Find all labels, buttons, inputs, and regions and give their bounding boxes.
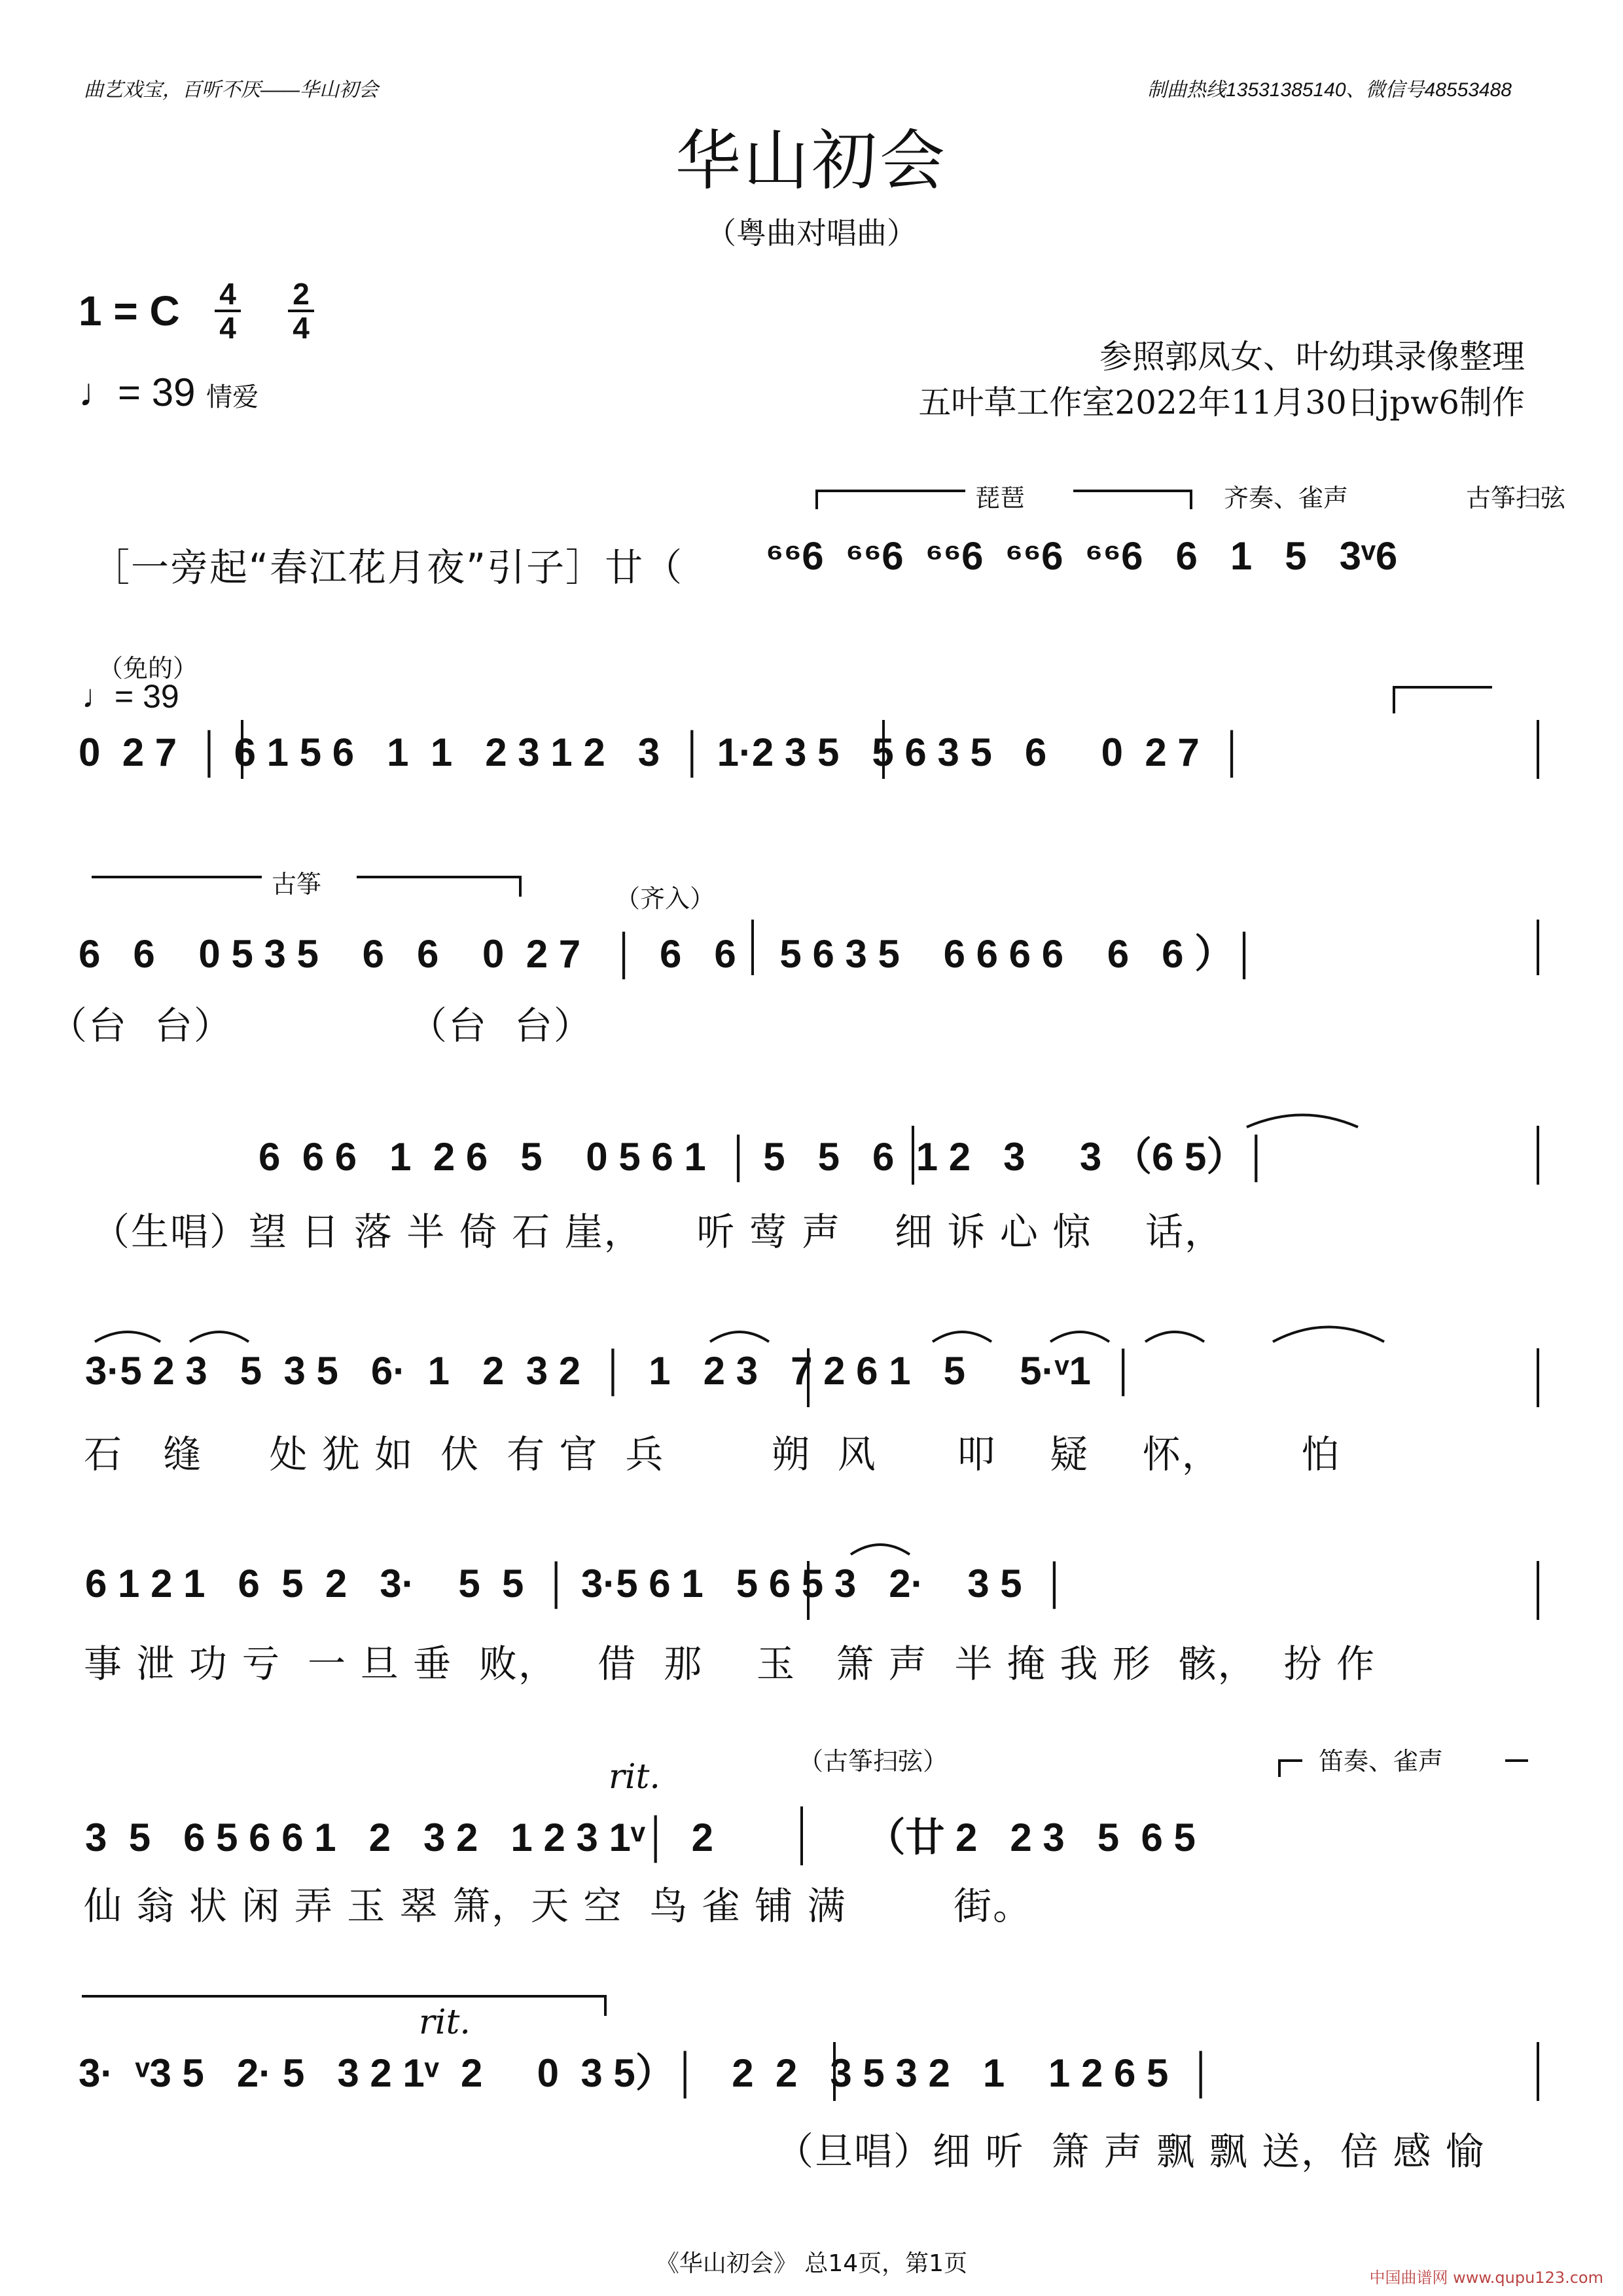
tempo-mood: 情爱 bbox=[206, 382, 259, 412]
page-subtitle: （粤曲对唱曲） bbox=[706, 215, 917, 251]
notes-line: ⁶⁶6 ⁶⁶6 ⁶⁶6 ⁶⁶6 ⁶⁶6 6 1 5 3ᵛ6 bbox=[766, 534, 1398, 578]
annotation-guzheng-sweep-2: （古筝扫弦） bbox=[798, 1747, 948, 1776]
credit-line-2: 五叶草工作室2022年11月30日jpw6制作 bbox=[918, 384, 1525, 422]
annotation-guzheng: 古筝 bbox=[272, 870, 322, 899]
rit-marking: rit. bbox=[419, 2003, 471, 2042]
header-right: 制曲热线13531385140、微信号48553488 bbox=[1147, 79, 1512, 101]
intro-prefix: ［一旁起“春江花月夜”引子］廿（ bbox=[92, 545, 684, 590]
tempo-marking: ♩= 39 情爱 bbox=[79, 370, 259, 414]
annotation-mian: （免的） bbox=[98, 654, 198, 683]
annotation-flute: 笛奏、雀声 bbox=[1319, 1747, 1444, 1776]
key-signature: 1 = C bbox=[79, 287, 180, 334]
quarter-note-icon: ♩ bbox=[82, 678, 115, 715]
annotation-ensemble: 齐奏、雀声 bbox=[1224, 484, 1349, 512]
rit-marking: rit. bbox=[609, 1757, 660, 1797]
percussion-sub-1: （台 台） bbox=[49, 1003, 233, 1048]
notes-line: 0 2 7 │ 6 1 5 6 1 1 2 3 1 2 3 │ 1·2 3 5 5 6 3 5 6 0 2 7 │ bbox=[79, 730, 1246, 774]
notes-line: 6 6 6 1 2 6 5 0 5 6 1 │ 5 5 6 1 2 3 3 （6 5）│ bbox=[259, 1135, 1270, 1179]
credit-line-1: 参照郭凤女、叶幼琪录像整理 bbox=[1099, 338, 1525, 376]
quarter-note-icon: ♩ bbox=[79, 370, 118, 414]
lyrics-line: （生唱）望 日 落 半 倚 石 崖， 听 莺 声 细 诉 心 惊 话， bbox=[92, 1210, 1224, 1254]
notes-line: 3· ᵛ3 5 2· 5 3 2 1ᵛ 2 0 3 5）│ 2 2 3 5 3 2 1 1 2 6 5 │ bbox=[79, 2051, 1215, 2095]
page-title: 华山初会 bbox=[675, 122, 948, 199]
lyrics-line: 石 缝 处 犹 如 伏 有 官 兵 朔 风 叩 疑 怀， 怕 bbox=[84, 1432, 1341, 1477]
lyrics-line: 仙 翁 状 闲 弄 玉 翠 箫，天 空 鸟 雀 铺 满 街。 bbox=[84, 1884, 1033, 1928]
annotation-pipa: 琵琶 bbox=[975, 484, 1026, 512]
header-left: 曲艺戏宝，百听不厌——华山初会 bbox=[84, 79, 378, 101]
tempo-marking-2: ♩= 39 bbox=[82, 678, 179, 715]
annotation-qiru: （齐入） bbox=[615, 884, 715, 913]
time-signature-4-4: 4 4 bbox=[215, 278, 241, 344]
notes-line: 6 1 2 1 6 5 2 3· 5 5 │ 3·5 6 1 5 6 5 3 2· 3 5 │ bbox=[85, 1562, 1069, 1605]
time-signature-2-4: 2 4 bbox=[288, 278, 314, 344]
lyrics-line: 事 泄 功 亏 一 旦 垂 败， 借 那 玉 箫 声 半 掩 我 形 骸， 扮 作 bbox=[84, 1641, 1376, 1686]
watermark-logo: 中国曲谱网 www.qupu123.com bbox=[1369, 2269, 1603, 2287]
notes-line: 6 6 0 5 3 5 6 6 0 2 7 │ 6 6 5 6 3 5 6 6 6 6 6 6 ）│ bbox=[79, 932, 1258, 976]
page-footer: 《华山初会》 总14页，第1页 bbox=[655, 2250, 968, 2277]
notes-line: 3 5 6 5 6 6 1 2 3 2 1 2 3 1ᵛ│ 2 （廿 2 2 3 5 6 5 bbox=[85, 1816, 1196, 1859]
notes-line: 3·5 2 3 5 3 5 6· 1 2 3 2 │ 1 2 3 7 2 6 1 5 5·ᵛ1 │ bbox=[85, 1349, 1137, 1393]
annotation-guzheng-sweep: 古筝扫弦 bbox=[1466, 484, 1566, 512]
percussion-sub-2: （台 台） bbox=[409, 1003, 593, 1048]
lyrics-line: （旦唱）细 听 箫 声 飘 飘 送，倍 感 愉 bbox=[776, 2129, 1485, 2174]
